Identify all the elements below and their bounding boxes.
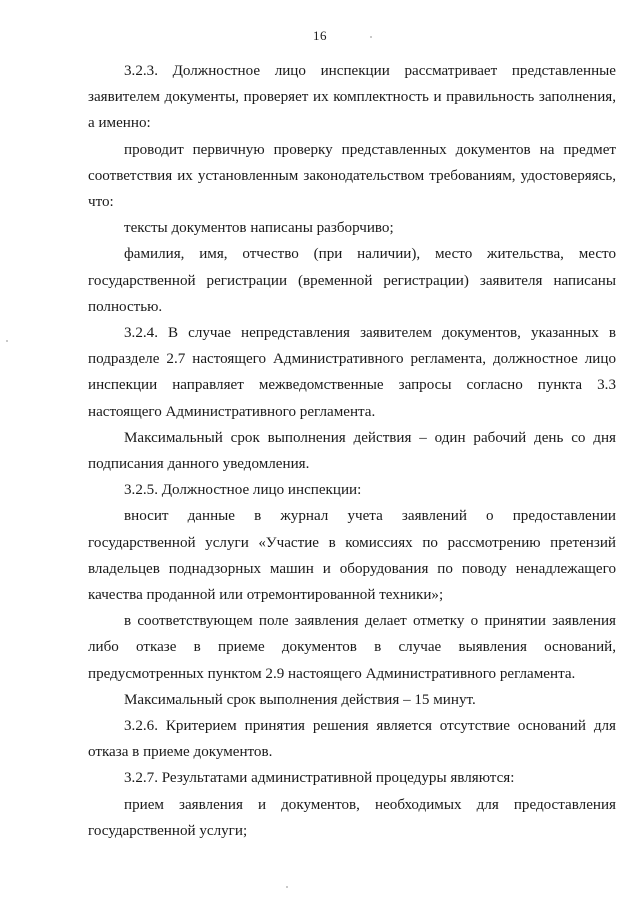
paragraph-3-2-6: 3.2.6. Критерием принятия решения является отсутствие оснований для отказа в приеме документов. <box>88 718 616 761</box>
paragraph-3-2-7: 3.2.7. Результатами административной процедуры являются: <box>124 770 515 787</box>
paragraph-3-2-4: 3.2.4. В случае непредставления заявителем документов, указанных в подразделе 2.7 настоящего Административного регламента, должностное лицо инспекции направляет межведомственные запросы согласно пункта 3.3 настоящего Административного регламента. <box>88 325 616 420</box>
paragraph-3-2-3: 3.2.3. Должностное лицо инспекции рассматривает представленные заявителем документы, проверяет их комплектность и правильность заполнения, а именно: <box>88 63 616 132</box>
page-number: 16 <box>313 28 327 43</box>
paragraph-legible-text: тексты документов написаны разборчиво; <box>124 220 394 237</box>
scan-speck <box>370 36 372 38</box>
paragraph-3-2-5: 3.2.5. Должностное лицо инспекции: <box>124 482 362 499</box>
paragraph-acceptance-mark: в соответствующем поле заявления делает отметку о принятии заявления либо отказе в приеме документов в случае выявления оснований, предусмотренных пунктом 2.9 настоящего Административного регламента. <box>88 613 616 682</box>
paragraph-primary-check: проводит первичную проверку представленных документов на предмет соответствия их установленным законодательством требованиям, удостоверяясь, что: <box>88 141 616 211</box>
scan-speck <box>6 340 8 342</box>
paragraph-max-term-day: Максимальный срок выполнения действия – один рабочий день со дня подписания данного уведомления. <box>88 429 616 473</box>
paragraph-max-term-15min: Максимальный срок выполнения действия – 15 минут. <box>124 691 476 708</box>
scan-speck <box>286 886 288 888</box>
paragraph-acceptance-result: прием заявления и документов, необходимых для предоставления государственной услуги; <box>88 796 616 839</box>
paragraph-journal-entry: вносит данные в журнал учета заявлений о предоставлении государственной услуги «Участие в комиссиях по рассмотрению претензий владельцев поднадзорных машин и оборудования по поводу ненадлежащего качества проданной или отремонтированной техники»; <box>88 508 616 604</box>
paragraph-full-name: фамилия, имя, отчество (при наличии), место жительства, место государственной регистрации (временной регистрации) заявителя написаны полностью. <box>88 246 616 315</box>
document-body <box>88 58 616 844</box>
